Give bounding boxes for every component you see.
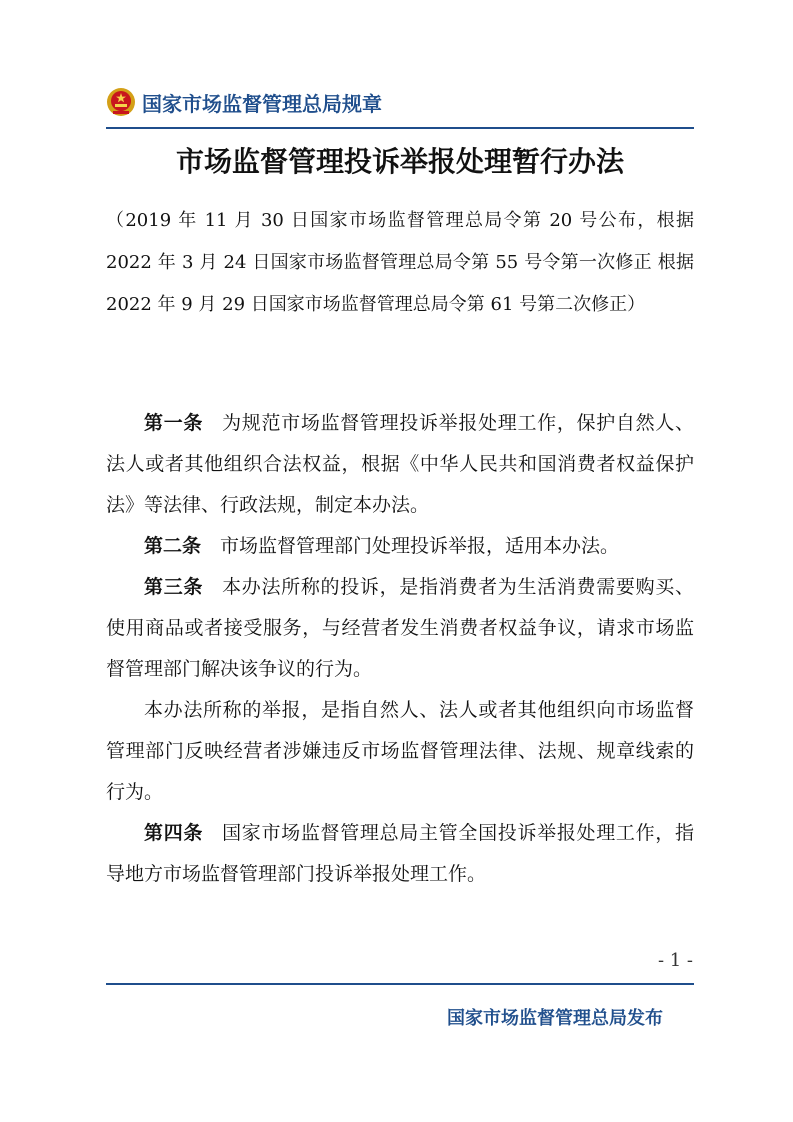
page-number: - 1 - <box>657 950 693 971</box>
footer-divider <box>106 983 694 985</box>
paragraph-5 <box>106 813 694 895</box>
header <box>106 86 382 118</box>
header-divider <box>106 127 694 129</box>
article-text: 市场监督管理部门处理投诉举报，适用本办法。 <box>220 535 620 557</box>
article-label: 第三条 <box>144 576 204 598</box>
paragraph-3 <box>106 567 694 690</box>
paragraph-2 <box>106 526 694 567</box>
article-text: 本办法所称的投诉，是指消费者为生活消费需要购买、使用商品或者接受服务，与经营者发生消费者权益争议，请求市场监督管理部门解决该争议的行为。 <box>106 576 694 680</box>
national-emblem-icon <box>106 87 136 117</box>
document-body <box>106 403 694 895</box>
paragraph-1 <box>106 403 694 526</box>
article-text: 为规范市场监督管理投诉举报处理工作，保护自然人、法人或者其他组织合法权益，根据《中华人民共和国消费者权益保护法》等法律、行政法规，制定本办法。 <box>106 412 694 516</box>
document-title: 市场监督管理投诉举报处理暂行办法 <box>175 145 624 178</box>
revision-note: （2019 年 11 月 30 日国家市场监督管理总局令第 20 号公布，根据 2022 年 3 月 24 日国家市场监督管理总局令第 55 号令第一次修正 根据 2022 年 9 月 29 日国家市场监督管理总局令第 61 号第二次修正） <box>106 210 694 315</box>
header-title: 国家市场监督管理总局规章 <box>142 91 382 116</box>
article-text: 本办法所称的举报，是指自然人、法人或者其他组织向市场监督管理部门反映经营者涉嫌违反市场监督管理法律、法规、规章线索的行为。 <box>106 699 694 803</box>
footer-publisher: 国家市场监督管理总局发布 <box>447 1008 663 1029</box>
article-label: 第二条 <box>144 535 202 557</box>
article-label: 第四条 <box>144 822 204 844</box>
paragraph-4 <box>106 690 694 813</box>
article-text: 国家市场监督管理总局主管全国投诉举报处理工作，指导地方市场监督管理部门投诉举报处理工作。 <box>106 822 694 885</box>
article-label: 第一条 <box>144 412 204 434</box>
